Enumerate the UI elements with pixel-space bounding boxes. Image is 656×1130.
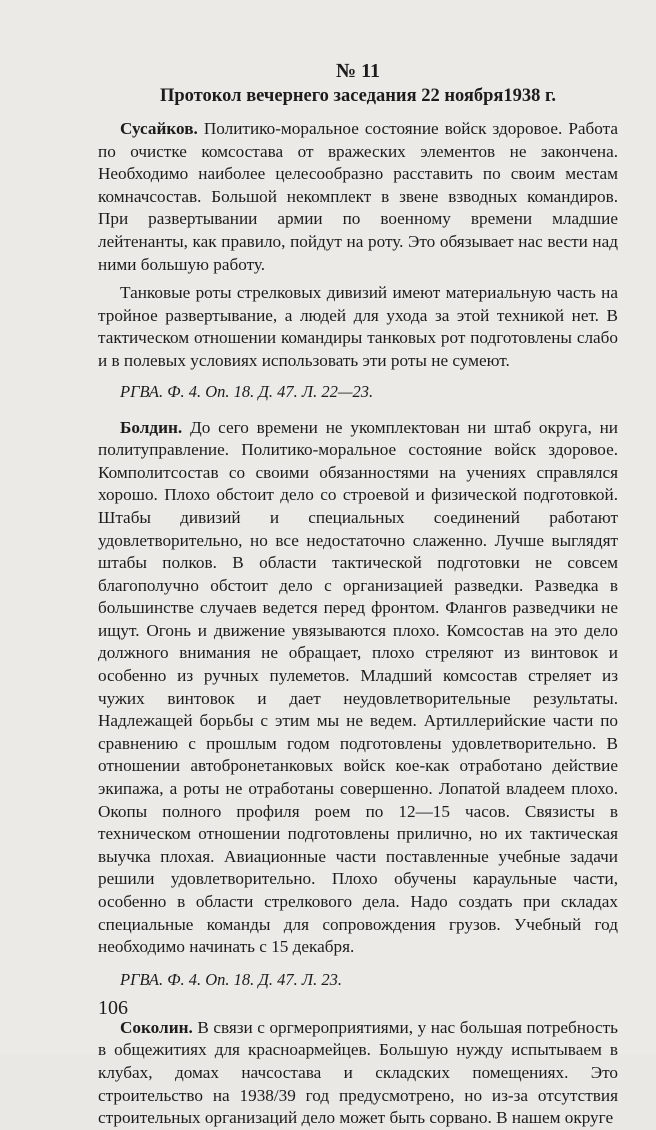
paragraph-susaikov	[98, 118, 618, 276]
archive-source: РГВА. Ф. 4. Оп. 18. Д. 47. Л. 22—23.	[120, 381, 374, 401]
paragraph-text: Политико-моральное состояние войск здоровое. Работа по очистке комсостава от вражеских элементов не закончена. Необходимо наиболее целесообразно расставить по своим местам комначсостав. Большой некомплект в звене взводных командиров. При развертывании армии по военному времени младшие лейтенанты, как правило, пойдут на роту. Это обязывает нас вести над ними большую работу.	[98, 119, 618, 274]
speaker-name: Соколин.	[120, 1017, 193, 1037]
document-title: Протокол вечернего заседания 22 ноября1938 г.	[159, 86, 556, 106]
speaker-name: Болдин.	[120, 417, 183, 437]
page-number: 106	[98, 997, 128, 1019]
paragraph-text: В связи с оргмероприятиями, у нас большая потребность в общежитиях для красноармейцев. Большую нужду испытываем в клубах, домах начсостава и складских помещениях. Это строительство на 1938/39 год предусмотрено, но из-за отсутствия строительных организаций дело может быть сорвано. В нашем округе	[98, 1017, 618, 1128]
speaker-name: Сусайков.	[120, 119, 198, 138]
paragraph-text: До сего времени не укомплектован ни штаб округа, ни политуправление. Политико-моральное состояние войск здоровое. Комполитсостав со своими обязанностями на учениях справлялся хорошо. Плохо обстоит дело со строевой и физической подготовкой. Штабы дивизий и специальных соединений работают удовлетворительно, но все недостаточно слаженно. Лучше выглядят штабы полков. В области тактической подготовки не совсем благополучно обстоит дело с организацией разведки. Разведка в большинстве случаев ведется перед фронтом. Флангов разведчики не ищут. Огонь и движение увязываются плохо. Комсостав на это дело должного внимания не обращает, плохо стреляют из винтовок и особенно из ручных пулеметов. Младший комсостав стреляет из чужих винтовок и дает неудовлетворительные результаты. Надлежащей борьбы с этим мы не ведем. Артиллерийские части по сравнению с прошлым годом подготовлены удовлетворительно. В отношении автобронетанковых войск кое-как отработано действие экипажа, а роты не отработаны совершенно. Лопатой владеем плохо. Окопы полного профиля роем по 12—15 часов. Связисты в техническом отношении подготовлены прилично, но их тактическая выучка плохая. Авиационные части поставленные учебные задачи решили удовлетворительно. Плохо обучены караульные части, особенно в области стрелкового дела. Надо создать при складах специальные команды для сопровождения грузов. Учебный год необходимо начинать с 15 декабря.	[98, 417, 618, 957]
paragraph-tank-companies: Танковые роты стрелковых дивизий имеют материальную часть на тройное развертывание, а людей для ухода за этой техникой нет. В тактическом отношении командиры танковых рот подготовлены слабо и в полевых условиях использовать эти роты не сумеют.	[98, 283, 618, 370]
document-number: № 11	[336, 60, 380, 82]
archive-source: РГВА. Ф. 4. Оп. 18. Д. 47. Л. 23.	[120, 969, 342, 989]
document-content	[98, 58, 618, 1130]
paragraph-sokolin	[98, 1017, 618, 1130]
paragraph-boldin	[98, 417, 618, 959]
